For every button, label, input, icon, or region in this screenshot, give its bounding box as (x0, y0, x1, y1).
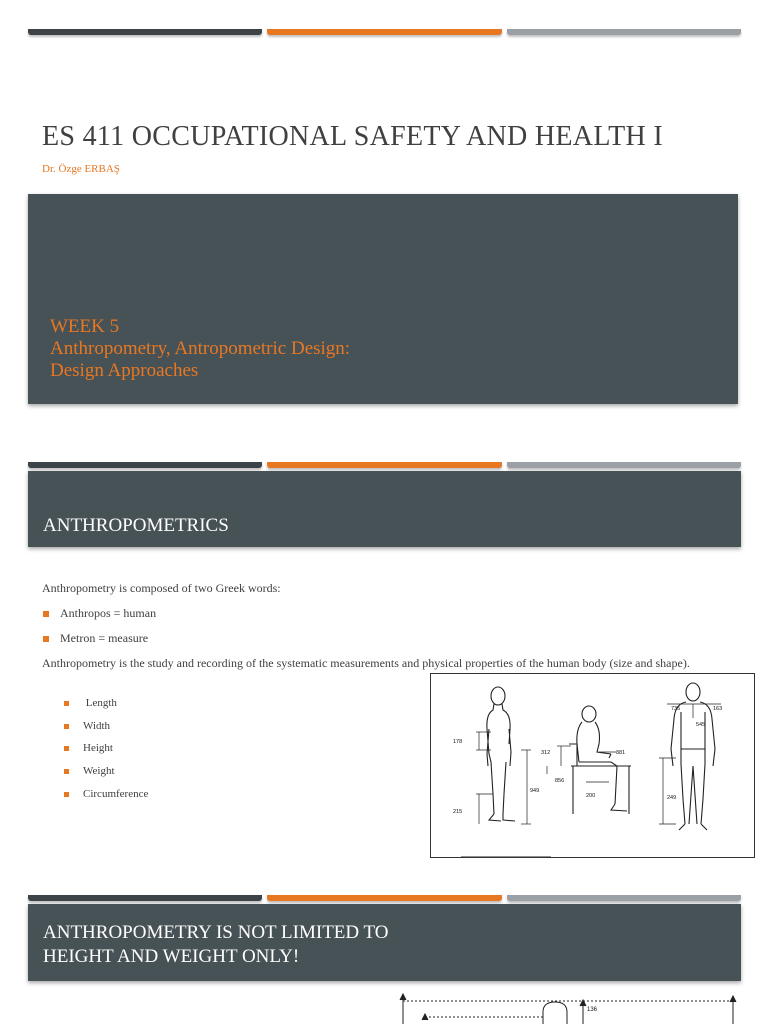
sub-bullet-width (64, 720, 110, 732)
slide2-top-bars (28, 462, 741, 470)
sub-bullet-text: Circumference (83, 788, 149, 800)
sub-bullet-text: Weight (83, 765, 115, 777)
bar-orange (267, 29, 501, 35)
sub-bullet-circumference (64, 788, 148, 800)
sub-bullet-length (64, 697, 117, 709)
bar-gray (507, 29, 741, 35)
anthropometric-figure (430, 673, 755, 858)
slide3-heading (43, 921, 389, 969)
bar-orange (267, 462, 501, 468)
body-dimensions-figure (395, 990, 740, 1024)
bullet-text: Anthropos = human (60, 606, 157, 620)
label-200: 200 (586, 793, 596, 799)
week-topic-line1: Anthropometry, Antropometric Design: (50, 338, 351, 359)
bullet-square-icon (43, 611, 49, 617)
bullet-metron (43, 631, 148, 646)
slide3-header-panel (28, 904, 741, 981)
definition-text: Anthropometry is the study and recording of the systematic measurements and physical properties of the human body (size and shape). (42, 656, 690, 670)
bullet-anthropos (43, 606, 156, 621)
label-545: 545 (696, 722, 706, 728)
bullet-square-icon (64, 792, 69, 797)
bullet-square-icon (64, 724, 69, 729)
slide2-heading: ANTHROPOMETRICS (43, 515, 229, 536)
label-735: 735 (671, 706, 681, 712)
bullet-square-icon (43, 636, 49, 642)
bullet-square-icon (64, 701, 69, 706)
seated-figure (569, 706, 631, 814)
sub-bullet-weight (64, 765, 115, 777)
slide1-top-bars (28, 29, 741, 37)
slide1-week-panel (28, 194, 738, 404)
bar-dark (28, 462, 262, 468)
label-949: 949 (530, 788, 540, 794)
bullet-square-icon (64, 746, 69, 751)
anthropometric-drawing (431, 674, 754, 857)
bullet-text: Metron = measure (60, 631, 149, 645)
week-topic-line2: Design Approaches (50, 360, 199, 381)
bar-orange (267, 895, 501, 901)
label-136: 136 (587, 1007, 598, 1013)
sub-bullet-text: Length (83, 697, 117, 709)
slide1-author: Dr. Özge ERBAŞ (42, 163, 120, 175)
week-number: WEEK 5 (50, 316, 120, 337)
body-dimensions-drawing (395, 990, 740, 1024)
sub-bullet-text: Height (83, 742, 113, 754)
label-381: 381 (616, 750, 626, 756)
slide3-top-bars (28, 895, 741, 903)
week-title (50, 316, 350, 382)
bar-gray (507, 462, 741, 468)
sub-bullet-text: Width (83, 720, 111, 732)
bar-dark (28, 895, 262, 901)
bullet-square-icon (64, 769, 69, 774)
label-215: 215 (453, 809, 463, 815)
sub-bullet-height (64, 742, 113, 754)
slide3-heading-line2: HEIGHT AND WEIGHT ONLY! (43, 946, 300, 967)
standing-side-figure (461, 687, 551, 857)
label-856: 856 (555, 778, 565, 784)
slide3-heading-line1: ANTHROPOMETRY IS NOT LIMITED TO (43, 922, 389, 943)
label-163: 163 (713, 706, 723, 712)
slide2-header-panel (28, 471, 741, 547)
label-249: 249 (667, 795, 677, 801)
label-178: 178 (453, 739, 463, 745)
slide1-title: ES 411 OCCUPATIONAL SAFETY AND HEALTH I (42, 121, 664, 152)
bar-dark (28, 29, 262, 35)
label-312: 312 (541, 750, 551, 756)
bar-gray (507, 895, 741, 901)
intro-text: Anthropometry is composed of two Greek words: (42, 581, 281, 595)
